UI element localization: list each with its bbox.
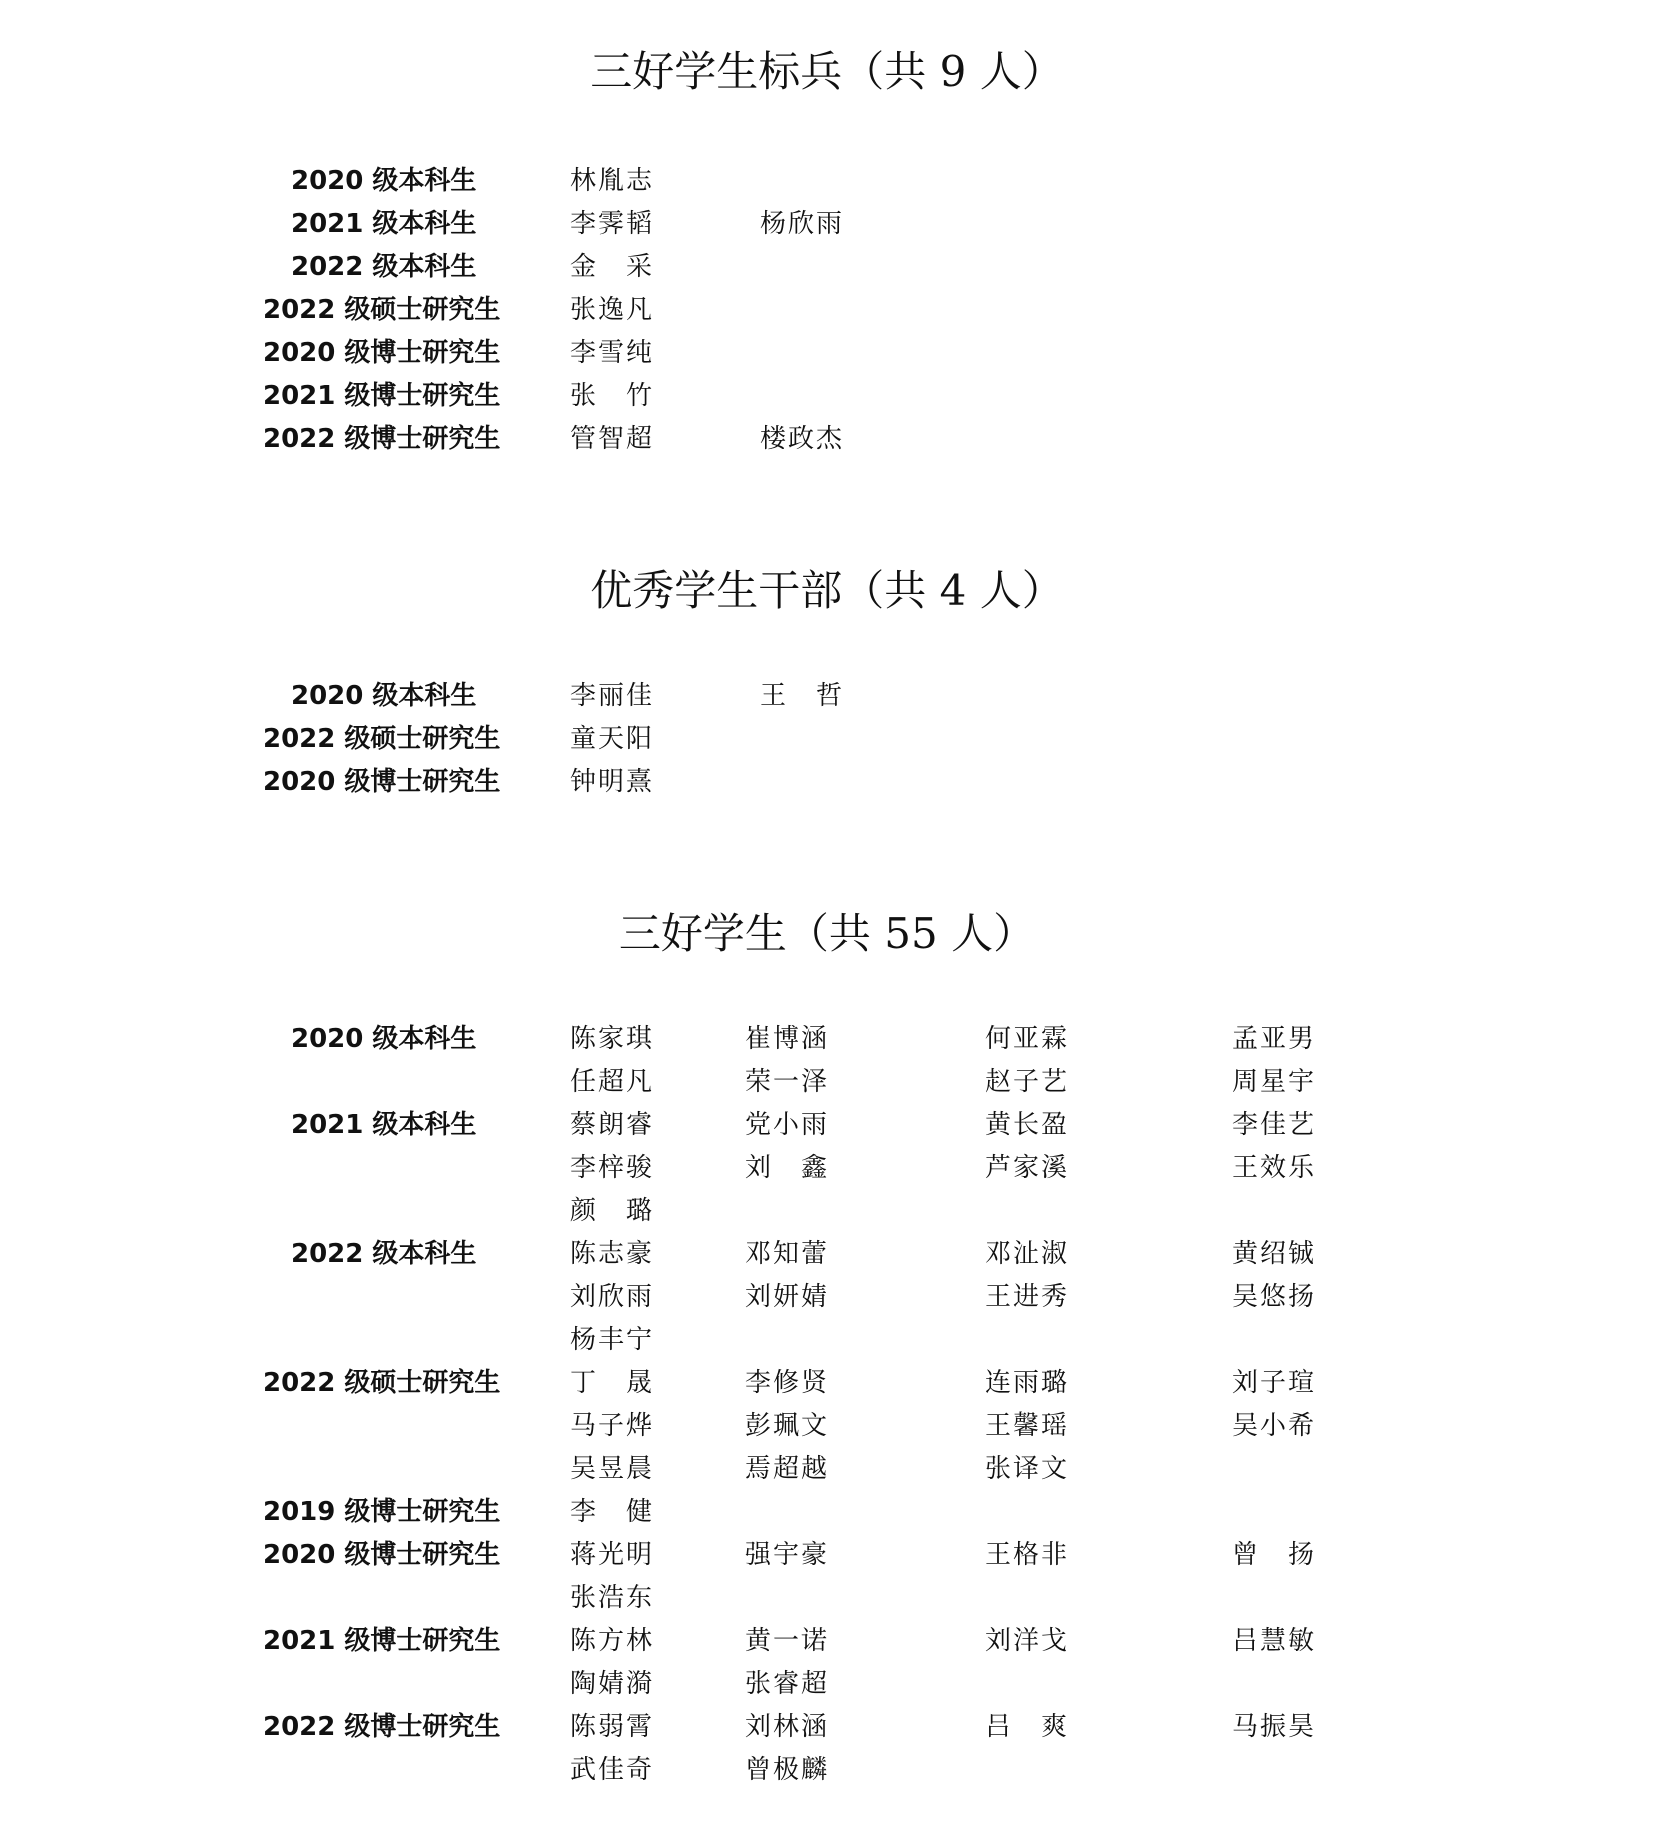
student-name: 马振昊 bbox=[1232, 1712, 1317, 1742]
student-name: 邓知蕾 bbox=[745, 1239, 830, 1269]
student-name: 林胤志 bbox=[570, 166, 655, 196]
student-name: 陈志豪 bbox=[570, 1239, 655, 1269]
student-name: 党小雨 bbox=[745, 1110, 830, 1140]
cohort-label: 2022 级博士研究生 bbox=[263, 1712, 501, 1742]
cohort-label: 2020 级博士研究生 bbox=[263, 338, 501, 368]
student-name: 吕慧敏 bbox=[1232, 1626, 1317, 1656]
cohort-label: 2022 级硕士研究生 bbox=[263, 1368, 501, 1398]
student-name: 邓沚淑 bbox=[985, 1239, 1070, 1269]
student-name: 焉超越 bbox=[745, 1454, 830, 1484]
list-row bbox=[0, 1276, 1654, 1319]
student-name: 金 采 bbox=[570, 252, 655, 282]
list-row bbox=[0, 1319, 1654, 1362]
list-row bbox=[0, 718, 1654, 761]
list-row bbox=[0, 1190, 1654, 1233]
student-name: 吕 爽 bbox=[985, 1712, 1070, 1742]
section-title: 三好学生标兵（共 9 人） bbox=[590, 47, 1064, 96]
student-name: 王馨瑶 bbox=[985, 1411, 1070, 1441]
student-name: 管智超 bbox=[570, 424, 655, 454]
student-name: 刘妍婧 bbox=[745, 1282, 830, 1312]
student-name: 王效乐 bbox=[1232, 1153, 1317, 1183]
section-title: 三好学生（共 55 人） bbox=[618, 909, 1036, 958]
student-name: 周星宇 bbox=[1232, 1067, 1317, 1097]
cohort-label: 2021 级博士研究生 bbox=[263, 1626, 501, 1656]
student-name: 李 健 bbox=[570, 1497, 655, 1527]
student-name: 杨欣雨 bbox=[760, 209, 845, 239]
list-row bbox=[0, 1534, 1654, 1577]
student-name: 刘林涵 bbox=[745, 1712, 830, 1742]
list-row bbox=[0, 246, 1654, 289]
student-name: 黄长盈 bbox=[985, 1110, 1070, 1140]
list-row bbox=[0, 1448, 1654, 1491]
student-name: 张 竹 bbox=[570, 381, 655, 411]
student-name: 颜 璐 bbox=[570, 1196, 655, 1226]
cohort-label: 2020 级本科生 bbox=[291, 1024, 477, 1054]
student-name: 丁 晟 bbox=[570, 1368, 655, 1398]
list-row bbox=[0, 203, 1654, 246]
student-name: 武佳奇 bbox=[570, 1755, 655, 1785]
student-name: 连雨璐 bbox=[985, 1368, 1070, 1398]
student-name: 黄绍铖 bbox=[1232, 1239, 1317, 1269]
list-row bbox=[0, 375, 1654, 418]
list-row bbox=[0, 1491, 1654, 1534]
student-name: 芦家溪 bbox=[985, 1153, 1070, 1183]
student-name: 刘子瑄 bbox=[1232, 1368, 1317, 1398]
cohort-label: 2020 级本科生 bbox=[291, 681, 477, 711]
list-row bbox=[0, 1706, 1654, 1749]
cohort-label: 2021 级本科生 bbox=[291, 209, 477, 239]
cohort-label: 2019 级博士研究生 bbox=[263, 1497, 501, 1527]
list-row bbox=[0, 1233, 1654, 1276]
cohort-label: 2022 级本科生 bbox=[291, 1239, 477, 1269]
cohort-label: 2020 级博士研究生 bbox=[263, 1540, 501, 1570]
list-row bbox=[0, 289, 1654, 332]
student-name: 吴悠扬 bbox=[1232, 1282, 1317, 1312]
list-row bbox=[0, 675, 1654, 718]
student-name: 李雪纯 bbox=[570, 338, 655, 368]
list-row bbox=[0, 1620, 1654, 1663]
cohort-label: 2021 级本科生 bbox=[291, 1110, 477, 1140]
cohort-label: 2020 级本科生 bbox=[291, 166, 477, 196]
student-name: 李丽佳 bbox=[570, 681, 655, 711]
student-name: 陈弱霄 bbox=[570, 1712, 655, 1742]
list-row bbox=[0, 1663, 1654, 1706]
student-name: 黄一诺 bbox=[745, 1626, 830, 1656]
list-row bbox=[0, 1061, 1654, 1104]
student-name: 陈方林 bbox=[570, 1626, 655, 1656]
student-name: 刘欣雨 bbox=[570, 1282, 655, 1312]
student-name: 张逸凡 bbox=[570, 295, 655, 325]
student-name: 马子烨 bbox=[570, 1411, 655, 1441]
list-row bbox=[0, 1405, 1654, 1448]
student-name: 张浩东 bbox=[570, 1583, 655, 1613]
student-name: 王进秀 bbox=[985, 1282, 1070, 1312]
student-name: 童天阳 bbox=[570, 724, 655, 754]
student-name: 赵子艺 bbox=[985, 1067, 1070, 1097]
student-name: 张译文 bbox=[985, 1454, 1070, 1484]
list-row bbox=[0, 418, 1654, 461]
student-name: 陶婧漪 bbox=[570, 1669, 655, 1699]
list-row bbox=[0, 1018, 1654, 1061]
cohort-label: 2021 级博士研究生 bbox=[263, 381, 501, 411]
list-row bbox=[0, 1104, 1654, 1147]
student-name: 李霁韬 bbox=[570, 209, 655, 239]
student-name: 张睿超 bbox=[745, 1669, 830, 1699]
student-name: 刘 鑫 bbox=[745, 1153, 830, 1183]
student-name: 李佳艺 bbox=[1232, 1110, 1317, 1140]
student-name: 刘洋戈 bbox=[985, 1626, 1070, 1656]
list-row bbox=[0, 1749, 1654, 1792]
student-name: 钟明熹 bbox=[570, 767, 655, 797]
student-name: 何亚霖 bbox=[985, 1024, 1070, 1054]
student-name: 王格非 bbox=[985, 1540, 1070, 1570]
student-name: 曾 扬 bbox=[1232, 1540, 1317, 1570]
cohort-label: 2020 级博士研究生 bbox=[263, 767, 501, 797]
student-name: 吴小希 bbox=[1232, 1411, 1317, 1441]
student-name: 吴昱晨 bbox=[570, 1454, 655, 1484]
student-name: 强宇豪 bbox=[745, 1540, 830, 1570]
list-row bbox=[0, 761, 1654, 804]
student-name: 陈家琪 bbox=[570, 1024, 655, 1054]
student-name: 崔博涵 bbox=[745, 1024, 830, 1054]
list-row bbox=[0, 1577, 1654, 1620]
cohort-label: 2022 级硕士研究生 bbox=[263, 295, 501, 325]
list-row bbox=[0, 1362, 1654, 1405]
cohort-label: 2022 级硕士研究生 bbox=[263, 724, 501, 754]
student-name: 任超凡 bbox=[570, 1067, 655, 1097]
student-name: 李梓骏 bbox=[570, 1153, 655, 1183]
student-name: 杨丰宁 bbox=[570, 1325, 655, 1355]
section-title: 优秀学生干部（共 4 人） bbox=[590, 566, 1064, 615]
student-name: 王 哲 bbox=[760, 681, 845, 711]
list-row bbox=[0, 332, 1654, 375]
cohort-label: 2022 级博士研究生 bbox=[263, 424, 501, 454]
student-name: 荣一泽 bbox=[745, 1067, 830, 1097]
student-name: 蔡朗睿 bbox=[570, 1110, 655, 1140]
student-name: 孟亚男 bbox=[1232, 1024, 1317, 1054]
student-name: 曾极麟 bbox=[745, 1755, 830, 1785]
cohort-label: 2022 级本科生 bbox=[291, 252, 477, 282]
student-name: 楼政杰 bbox=[760, 424, 845, 454]
student-name: 彭珮文 bbox=[745, 1411, 830, 1441]
list-row bbox=[0, 160, 1654, 203]
student-name: 蒋光明 bbox=[570, 1540, 655, 1570]
student-name: 李修贤 bbox=[745, 1368, 830, 1398]
list-row bbox=[0, 1147, 1654, 1190]
